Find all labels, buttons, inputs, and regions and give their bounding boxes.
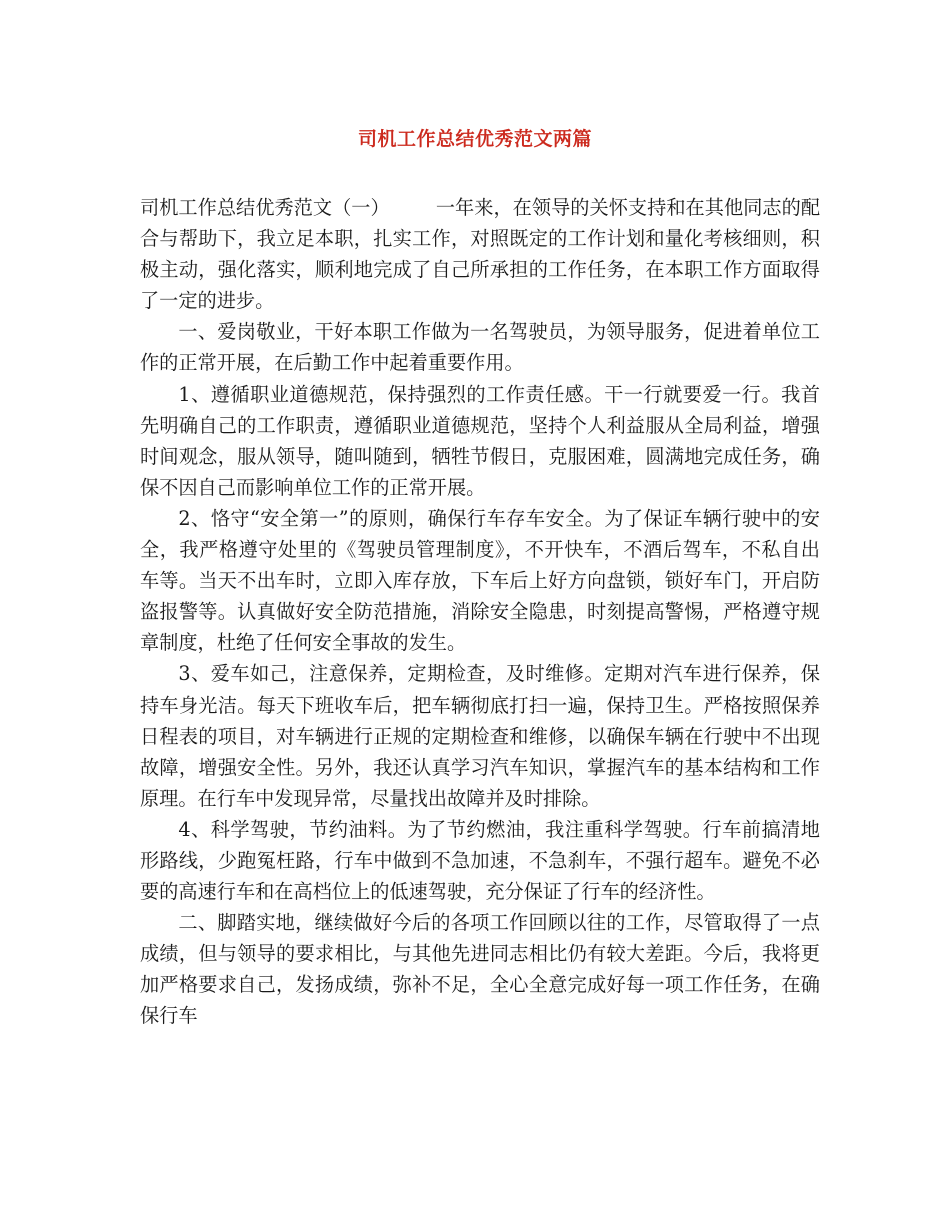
paragraph-3: 1、遵循职业道德规范，保持强烈的工作责任感。干一行就要爱一行。我首先明确自己的工作职责，遵循职业道德规范，坚持个人利益服从全局利益，增强时间观念，服从领导，随叫随到，牺牲节假日，克服困难，圆满地完成任务，确保不因自己而影响单位工作的正常开展。 bbox=[140, 382, 820, 499]
document-title: 司机工作总结优秀范文两篇 bbox=[357, 128, 592, 150]
paragraph-6: 4、科学驾驶，节约油料。为了节约燃油，我注重科学驾驶。行车前搞清地形路线，少跑冤枉路，行车中做到不急加速，不急刹车，不强行超车。避免不必要的高速行车和在高档位上的低速驾驶，充分保证了行车的经济性。 bbox=[140, 817, 820, 904]
intro-paragraph bbox=[140, 192, 820, 316]
paragraph-7: 二、脚踏实地，继续做好今后的各项工作回顾以往的工作，尽管取得了一点成绩，但与领导的要求相比，与其他先进同志相比仍有较大差距。今后，我将更加严格要求自己，发扬成绩，弥补不足，全心全意完成好每一项工作任务，在确保行车 bbox=[140, 911, 820, 1028]
document-body bbox=[140, 192, 820, 1032]
paragraph-5: 3、爱车如己，注意保养，定期检查，及时维修。定期对汽车进行保养，保持车身光洁。每天下班收车后，把车辆彻底打扫一遍，保持卫生。严格按照保养日程表的项目，对车辆进行正规的定期检查和维修，以确保车辆在行驶中不出现故障，增强安全性。另外，我还认真学习汽车知识，掌握汽车的基本结构和工作原理。在行车中发现异常，尽量找出故障并及时排除。 bbox=[140, 662, 820, 810]
paragraph-2: 一、爱岗敬业，干好本职工作做为一名驾驶员，为领导服务，促进着单位工作的正常开展，在后勤工作中起着重要作用。 bbox=[140, 320, 820, 375]
intro-heading: 司机工作总结优秀范文（一） bbox=[140, 196, 390, 219]
paragraph-1: 一年来，在领导的关怀支持和在其他同志的配合与帮助下，我立足本职，扎实工作，对照既定的工作计划和量化考核细则，积极主动，强化落实，顺利地完成了自己所承担的工作任务，在本职工作方面取得了一定的进步。 bbox=[140, 196, 821, 313]
paragraph-4: 2、恪守“安全第一”的原则，确保行车存车安全。为了保证车辆行驶中的安全，我严格遵守处里的《驾驶员管理制度》，不开快车，不酒后驾车，不私自出车等。当天不出车时，立即入库存放，下车后上好方向盘锁，锁好车门，开启防盗报警等。认真做好安全防范措施，消除安全隐患，时刻提高警惕，严格遵守规章制度，杜绝了任何安全事故的发生。 bbox=[140, 506, 820, 655]
